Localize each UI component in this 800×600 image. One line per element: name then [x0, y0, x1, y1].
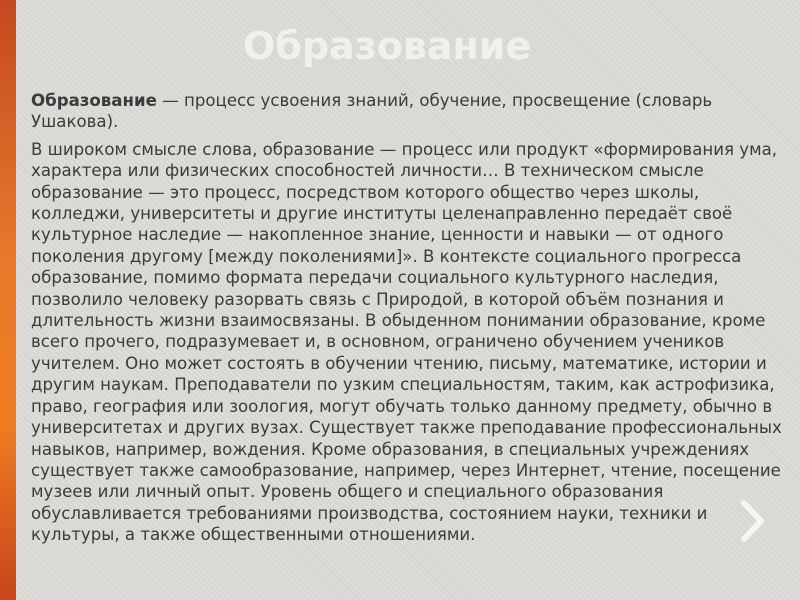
main-paragraph: В широком смысле слова, образование — процесс или продукт «формирования ума, характера или физических способностей личности… В техническом смысле образование — это процесс, посредством которого общество через школы, колледжи, университеты и другие институты целенаправленно передаёт своё культурное наследие — накопленное знание, ценности и навыки — от одного поколения другому [между поколениями]». В контексте социального прогресса образование, помимо формата передачи социального культурного наследия, позволило человеку разорвать связь с Природой, в которой объём познания и длительность жизни взаимосвязаны. В обыденном понимании образование, кроме всего прочего, подразумевает и, в основном, ограничено обучением учеников учителем. Оно может состоять в обучении чтению, письму, математике, истории и другим наукам. Преподаватели по узким специальностям, таким, как астрофизика, право, география или зоология, могут обучать только данному предмету, обычно в университетах и других вузах. Существует также преподавание профессиональных навыков, например, вождения. Кроме образования, в специальных учреждениях существует также самообразование, например, через Интернет, чтение, посещение музеев или личный опыт. Уровень общего и специального образования обуславливается требованиями производства, состоянием науки, техники и культуры, а также общественными отношениями.: [31, 139, 782, 545]
chevron-right-icon: [737, 498, 767, 544]
definition-term: Образование: [31, 91, 157, 110]
slide-body: [31, 90, 796, 552]
definition-text: — процесс усвоения знаний, обучение, просвещение (словарь Ушакова).: [31, 91, 713, 132]
accent-bar: [0, 0, 16, 600]
next-slide-button[interactable]: [737, 498, 767, 544]
definition-paragraph: [31, 90, 796, 133]
slide-title: Образование: [243, 24, 532, 68]
